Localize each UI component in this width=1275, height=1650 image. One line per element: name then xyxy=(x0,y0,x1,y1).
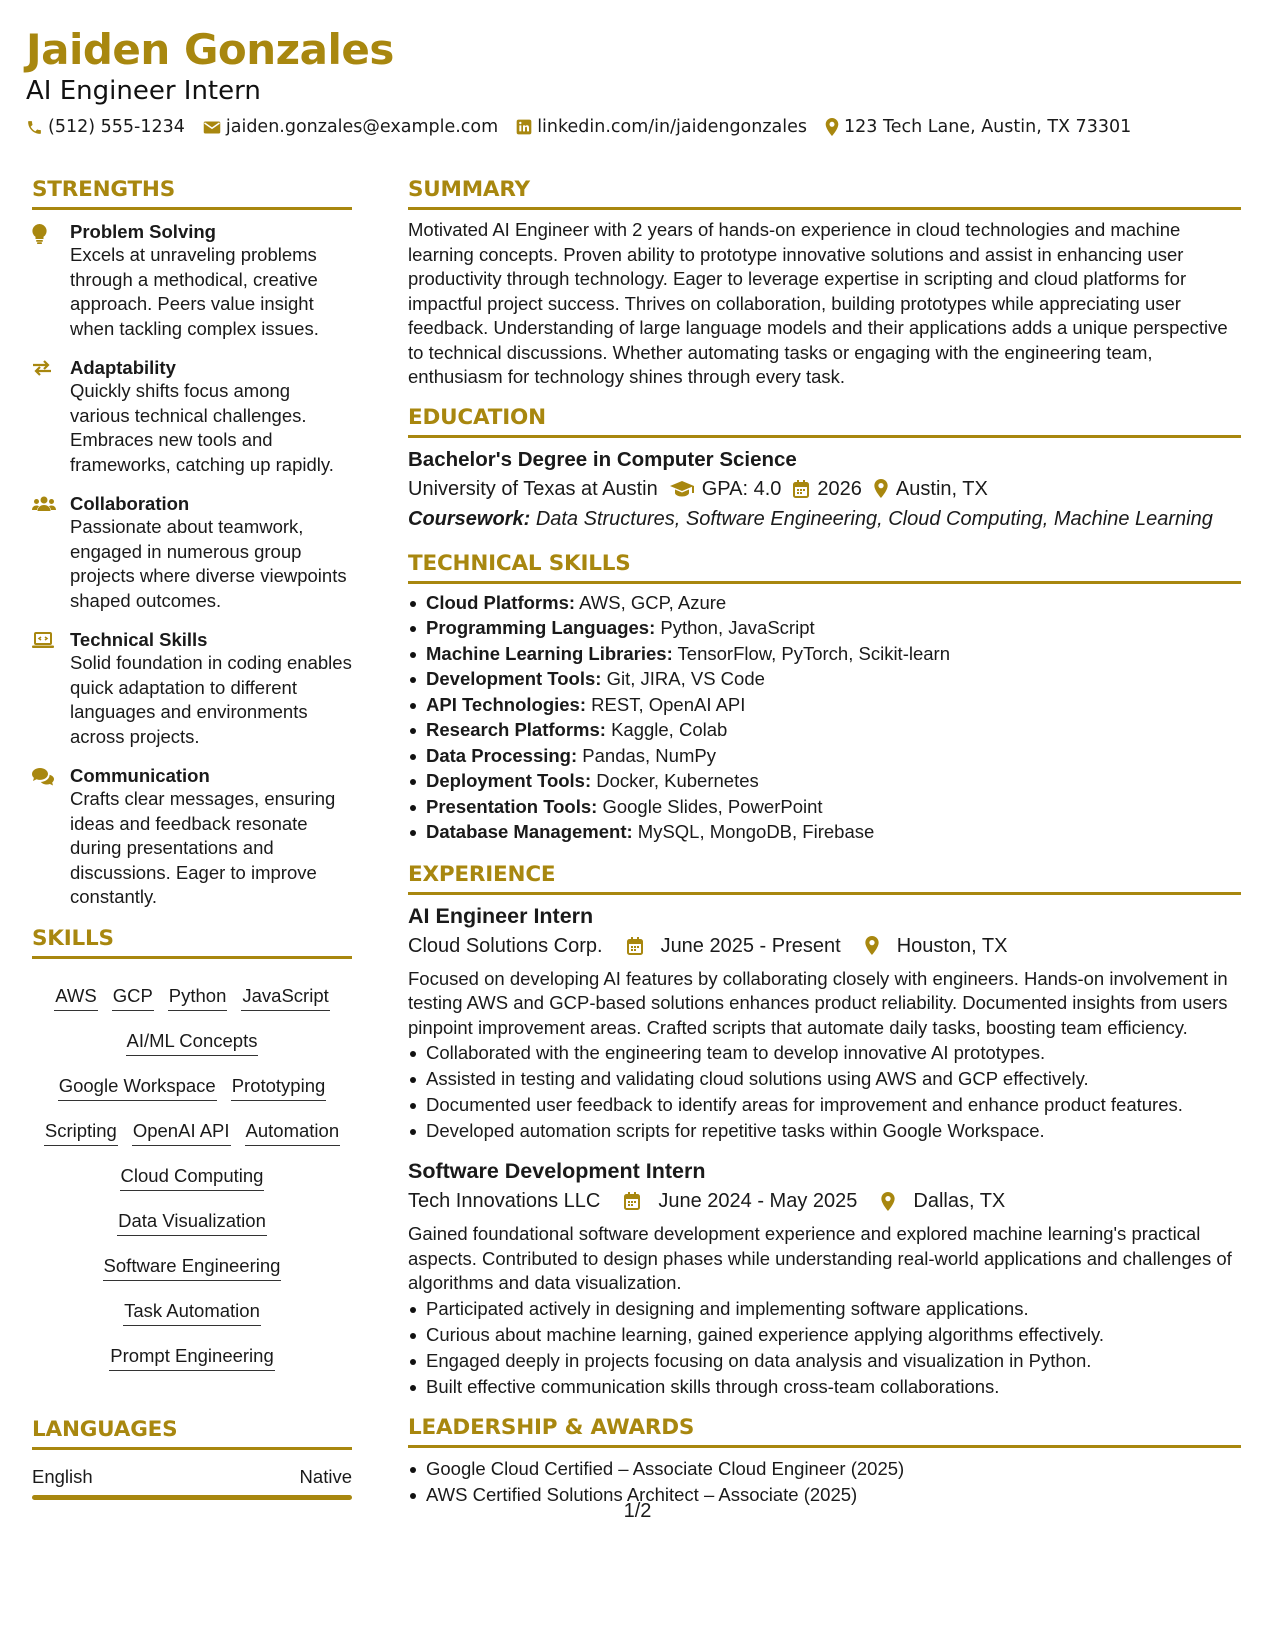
gpa-text: GPA: 4.0 xyxy=(701,477,782,500)
skill-category: Deployment Tools: xyxy=(426,770,592,791)
skill-tag: Prototyping xyxy=(231,1074,327,1101)
strengths-heading: STRENGTHS xyxy=(32,176,352,210)
experience-heading: EXPERIENCE xyxy=(408,861,1241,895)
strengths-list xyxy=(32,220,352,910)
job-bullet: Assisted in testing and validating cloud solutions using AWS and GCP effectively. xyxy=(408,1066,1241,1092)
skill-tag: Data Visualization xyxy=(117,1209,267,1236)
summary-heading: SUMMARY xyxy=(408,176,1241,210)
laptop-code-icon xyxy=(32,628,70,749)
skill-category: Programming Languages: xyxy=(426,617,656,638)
strength-desc: Crafts clear messages, ensuring ideas and feedback resonate during presentations and discussions. Eager to improve constantly. xyxy=(70,788,336,907)
technical-skill-item xyxy=(408,717,1241,743)
skill-category: API Technologies: xyxy=(426,693,587,715)
strength-title: Collaboration xyxy=(70,493,190,514)
skills-heading: SKILLS xyxy=(32,925,352,959)
skill-tag: OpenAI API xyxy=(132,1119,231,1146)
technical-skills-list xyxy=(408,590,1241,845)
map-pin-icon xyxy=(874,479,888,498)
job-bullet: Developed automation scripts for repetitive tasks within Google Workspace. xyxy=(408,1118,1241,1144)
technical-skill-item xyxy=(408,819,1241,845)
skill-tag: Prompt Engineering xyxy=(109,1344,275,1371)
language-name: English xyxy=(32,1465,93,1487)
phone-text: (512) 555-1234 xyxy=(48,117,185,137)
job-meta xyxy=(408,931,1241,961)
skill-tag: JavaScript xyxy=(241,984,329,1011)
skill-category: Research Platforms: xyxy=(426,719,606,740)
summary-text: Motivated AI Engineer with 2 years of hands-on experience in cloud technologies and machine learning concepts. Proven ability to prototype innovative solutions and assist in enhancing user productivity through technology. Eager to leverage expertise in scripting and cloud platforms for impactful project success. Thrives on collaboration, building prototypes while appreciating user feedback. Understanding of large language models and their applications adds a unique perspective to technical discussions. Whether automating tasks or engaging with the engineering team, enthusiasm for technology shines through every task. xyxy=(408,219,1228,387)
graduation-cap-icon xyxy=(670,481,694,497)
skill-tag: AI/ML Concepts xyxy=(126,1029,259,1056)
technical-skill-item xyxy=(408,590,1241,616)
skill-tag: Scripting xyxy=(44,1119,118,1146)
education-meta xyxy=(408,474,1241,504)
skill-row xyxy=(32,1198,352,1243)
skill-values: Kaggle, Colab xyxy=(611,719,728,740)
job-location: Dallas, TX xyxy=(913,1190,1006,1212)
address-text: 123 Tech Lane, Austin, TX 73301 xyxy=(844,117,1132,137)
skill-values: Docker, Kubernetes xyxy=(596,770,759,791)
skill-row xyxy=(32,973,352,1018)
page-number: 1/2 xyxy=(623,1500,652,1522)
technical-skill-item xyxy=(408,641,1241,667)
strength-item xyxy=(32,492,352,613)
skill-row xyxy=(32,1153,352,1198)
experience-list xyxy=(408,901,1241,1400)
contact-linkedin[interactable] xyxy=(516,116,807,138)
map-pin-icon xyxy=(853,936,887,955)
skill-row xyxy=(32,1063,352,1108)
languages-heading: LANGUAGES xyxy=(32,1416,352,1450)
linkedin-icon xyxy=(516,119,532,135)
strength-title: Technical Skills xyxy=(70,629,208,650)
skill-values: MySQL, MongoDB, Firebase xyxy=(637,821,875,842)
language-level: Native xyxy=(299,1465,352,1487)
job-bullet: Participated actively in designing and implementing software applications. xyxy=(408,1296,1241,1322)
coursework-line xyxy=(408,504,1241,534)
skill-tag: Python xyxy=(168,984,228,1011)
skill-category: Machine Learning Libraries: xyxy=(426,642,673,664)
users-icon xyxy=(32,492,70,613)
company-name: Cloud Solutions Corp. xyxy=(408,934,603,957)
technical-skill-item xyxy=(408,615,1241,641)
skill-category: Development Tools: xyxy=(426,668,602,689)
job-description: Gained foundational software development experience and explored machine learning's practical aspects. Contributed to design phases while understanding real-world applications and challenges of algorithms and data visualization. xyxy=(408,1223,1232,1293)
skill-tag: AWS xyxy=(54,984,97,1011)
skill-tag: GCP xyxy=(112,984,154,1011)
degree-title: Bachelor's Degree in Computer Science xyxy=(408,447,797,471)
job-dates: June 2025 - Present xyxy=(660,934,841,957)
strength-desc: Passionate about teamwork, engaged in numerous group projects where diverse viewpoints shaped outcomes. xyxy=(70,516,347,611)
job-bullet: Built effective communication skills through cross-team collaborations. xyxy=(408,1374,1241,1400)
comments-icon xyxy=(32,764,70,910)
candidate-title: AI Engineer Intern xyxy=(26,76,261,106)
skill-row xyxy=(32,1333,352,1378)
award-item: Google Cloud Certified – Associate Cloud Engineer (2025) xyxy=(408,1456,1241,1482)
strength-title: Problem Solving xyxy=(70,221,216,242)
skill-values: Google Slides, PowerPoint xyxy=(602,795,823,817)
strength-item xyxy=(32,628,352,749)
skill-values: Python, JavaScript xyxy=(660,617,815,638)
skill-category: Presentation Tools: xyxy=(426,795,598,817)
skill-values: REST, OpenAI API xyxy=(591,693,746,715)
coursework-label: Coursework: xyxy=(408,507,531,530)
phone-icon xyxy=(26,119,43,136)
technical-skill-item xyxy=(408,692,1241,718)
left-column xyxy=(32,176,352,1500)
map-pin-icon xyxy=(869,1192,903,1211)
job-entry xyxy=(408,901,1241,1145)
strength-title: Adaptability xyxy=(70,357,176,378)
skill-values: AWS, GCP, Azure xyxy=(579,591,727,613)
calendar-icon xyxy=(793,480,809,498)
skill-row xyxy=(32,1108,352,1153)
skill-tag: Task Automation xyxy=(123,1299,261,1326)
leadership-heading: LEADERSHIP & AWARDS xyxy=(408,1414,1241,1448)
calendar-icon xyxy=(615,937,651,955)
strength-item xyxy=(32,764,352,910)
strength-desc: Solid foundation in coding enables quick adaptation to different languages and environments across projects. xyxy=(70,652,352,747)
skill-values: Git, JIRA, VS Code xyxy=(606,668,765,689)
map-pin-icon xyxy=(825,118,839,136)
skill-row xyxy=(32,1018,352,1063)
skills-cloud xyxy=(32,973,352,1378)
job-entry xyxy=(408,1156,1241,1400)
job-bullet: Engaged deeply in projects focusing on data analysis and visualization in Python. xyxy=(408,1348,1241,1374)
company-name: Tech Innovations LLC xyxy=(408,1190,601,1212)
contact-phone xyxy=(26,116,185,138)
language-row xyxy=(32,1465,352,1489)
contact-email[interactable] xyxy=(203,116,498,138)
contact-address xyxy=(825,116,1131,138)
skill-tag: Software Engineering xyxy=(103,1254,282,1281)
education-heading: EDUCATION xyxy=(408,404,1241,438)
arrows-exchange-icon xyxy=(32,356,70,477)
technical-skill-item xyxy=(408,743,1241,769)
skill-row xyxy=(32,1288,352,1333)
resume-header xyxy=(26,24,1246,138)
strength-title: Communication xyxy=(70,765,210,786)
job-bullets xyxy=(408,1296,1241,1400)
job-location: Houston, TX xyxy=(896,934,1008,957)
skill-category: Database Management: xyxy=(426,821,633,842)
school-location: Austin, TX xyxy=(895,477,988,500)
right-column xyxy=(408,176,1241,1508)
linkedin-link[interactable]: linkedin.com/in/jaidengonzales xyxy=(537,117,808,137)
skill-tag: Automation xyxy=(245,1119,341,1146)
lightbulb-icon xyxy=(32,220,70,341)
strength-item xyxy=(32,356,352,477)
candidate-name: Jaiden Gonzales xyxy=(26,25,394,74)
language-proficiency-bar xyxy=(32,1495,352,1500)
technical-skills-heading: TECHNICAL SKILLS xyxy=(408,550,1241,584)
strength-item xyxy=(32,220,352,341)
strength-desc: Excels at unraveling problems through a methodical, creative approach. Peers value insight when tackling complex issues. xyxy=(70,244,319,339)
skill-row xyxy=(32,1243,352,1288)
graduation-year: 2026 xyxy=(817,477,862,500)
technical-skill-item xyxy=(408,666,1241,692)
email-link[interactable]: jaiden.gonzales@example.com xyxy=(225,117,499,137)
job-dates: June 2024 - May 2025 xyxy=(658,1190,858,1212)
contact-bar xyxy=(26,116,1246,138)
technical-skill-item xyxy=(408,768,1241,794)
job-meta xyxy=(408,1186,1241,1216)
strength-desc: Quickly shifts focus among various technical challenges. Embraces new tools and frameworks, catching up rapidly. xyxy=(70,380,334,475)
calendar-icon xyxy=(612,1192,648,1210)
job-role: AI Engineer Intern xyxy=(408,903,594,928)
skill-tag: Cloud Computing xyxy=(120,1164,265,1191)
job-role: Software Development Intern xyxy=(408,1159,706,1183)
skill-category: Data Processing: xyxy=(426,744,578,766)
skill-values: Pandas, NumPy xyxy=(582,744,716,766)
skill-values: TensorFlow, PyTorch, Scikit-learn xyxy=(677,642,950,664)
job-bullet: Documented user feedback to identify areas for improvement and enhance product features. xyxy=(408,1092,1241,1118)
coursework-list: Data Structures, Software Engineering, Cloud Computing, Machine Learning xyxy=(535,507,1213,530)
job-bullets xyxy=(408,1040,1241,1144)
job-bullet: Curious about machine learning, gained experience applying algorithms effectively. xyxy=(408,1322,1241,1348)
envelope-icon xyxy=(203,120,221,135)
award-item: AWS Certified Solutions Architect – Associate (2025) xyxy=(408,1482,1241,1508)
job-bullet: Collaborated with the engineering team to develop innovative AI prototypes. xyxy=(408,1040,1241,1066)
skill-tag: Google Workspace xyxy=(58,1074,217,1101)
school-name: University of Texas at Austin xyxy=(408,477,658,500)
skill-category: Cloud Platforms: xyxy=(426,591,576,613)
technical-skill-item xyxy=(408,794,1241,820)
job-description: Focused on developing AI features by collaborating closely with engineers. Hands-on involvement in testing AWS and GCP-based solutions enhances product reliability. Documented insights from users pinpoint improvement areas. Crafted scripts that automate daily tasks, boosting team efficiency. xyxy=(408,967,1228,1038)
